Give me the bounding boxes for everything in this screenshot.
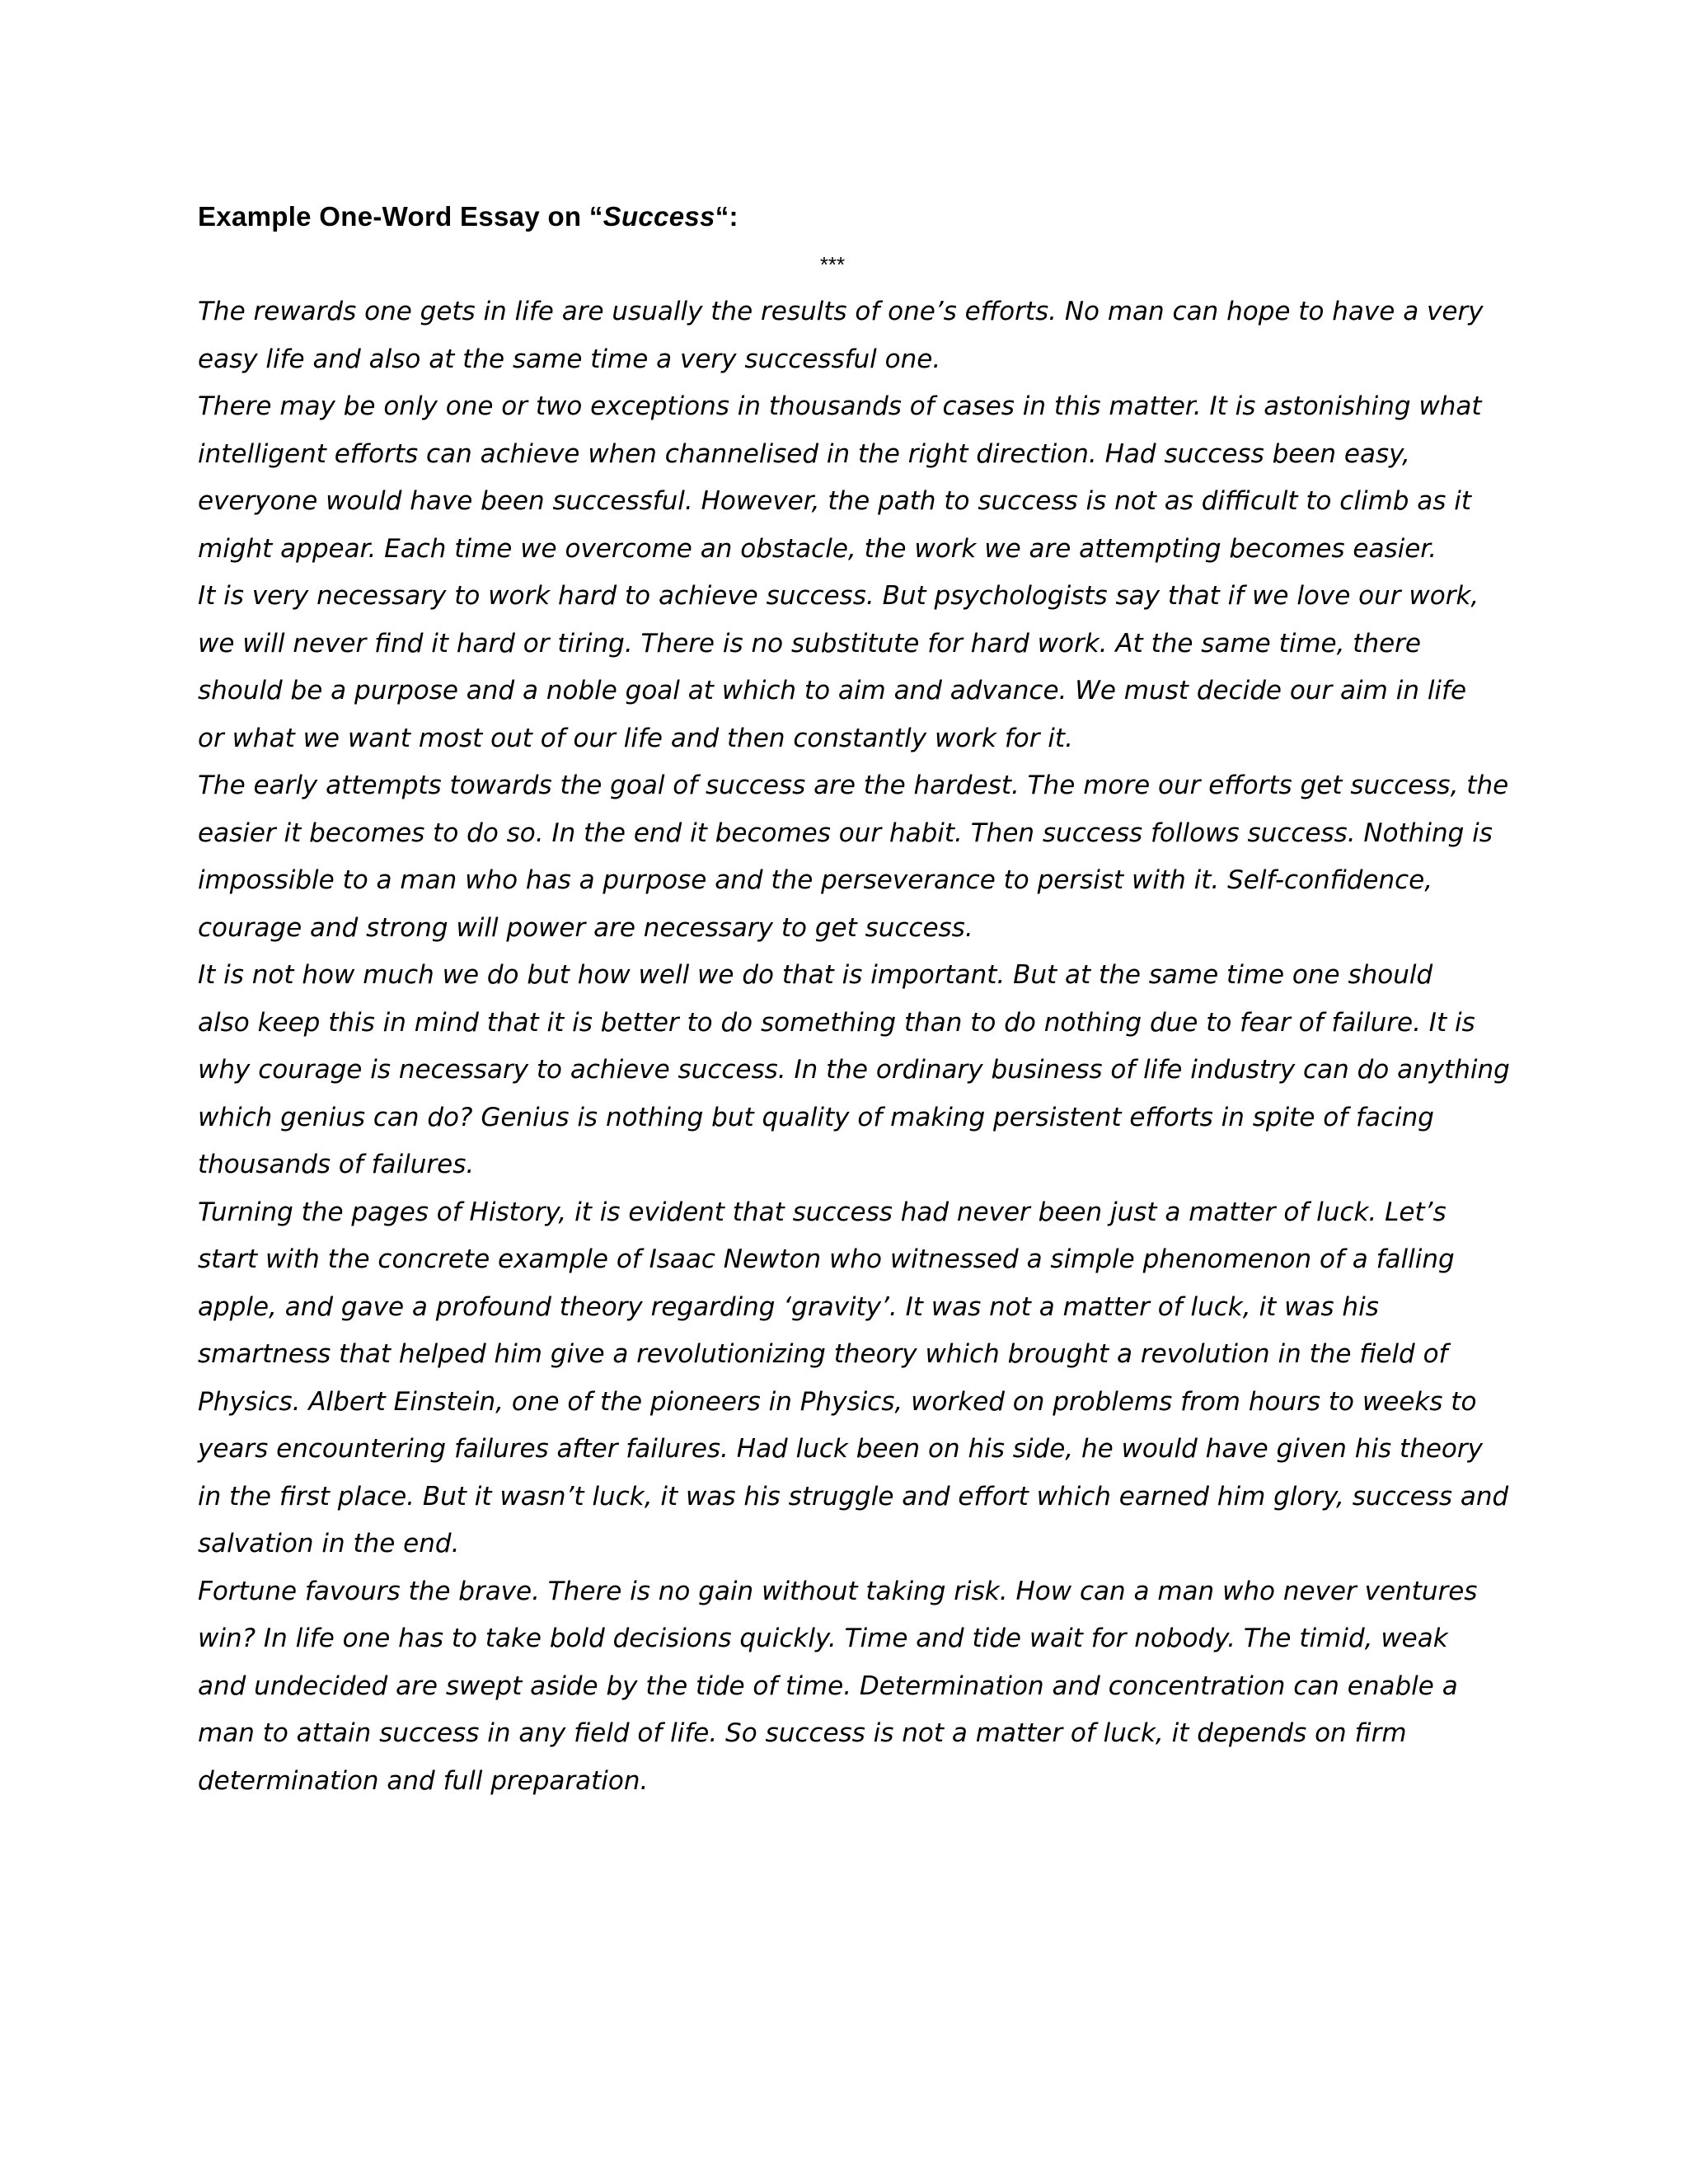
text-line: Fortune favours the brave. There is no gain without taking risk. How can a man who never ventures	[198, 1576, 1478, 1606]
text-line: why courage is necessary to achieve success. In the ordinary business of life industry can do anything	[198, 1055, 1510, 1085]
text-line: and undecided are swept aside by the tide of time. Determination and concentration can enable a	[198, 1671, 1458, 1701]
text-line: also keep this in mind that it is better to do something than to do nothing due to fear of failure. It is	[198, 1007, 1475, 1038]
text-line: It is not how much we do but how well we do that is important. But at the same time one should	[198, 960, 1433, 990]
text-line: thousands of failures.	[198, 1150, 475, 1179]
text-line: The early attempts towards the goal of success are the hardest. The more our efforts get success, the	[198, 771, 1509, 800]
text-line: might appear. Each time we overcome an obstacle, the work we are attempting becomes easier.	[198, 533, 1437, 564]
text-line: salvation in the end.	[198, 1529, 460, 1558]
text-line: in the first place. But it wasn’t luck, it was his struggle and effort which earned him glory, success and	[198, 1481, 1509, 1511]
text-line: or what we want most out of our life and then constantly work for it.	[198, 723, 1073, 753]
text-line: smartness that helped him give a revolutionizing theory which brought a revolution in the field of	[198, 1339, 1448, 1369]
text-line: we will never find it hard or tiring. There is no substitute for hard work. At the same time, there	[198, 628, 1422, 658]
section-separator: ***	[819, 252, 846, 277]
text-line: courage and strong will power are necessary to get success.	[198, 912, 973, 943]
text-line: Physics. Albert Einstein, one of the pioneers in Physics, worked on problems from hours to weeks to	[198, 1386, 1477, 1417]
text-line: which genius can do? Genius is nothing but quality of making persistent efforts in spite of facing	[198, 1102, 1434, 1132]
essay-title	[198, 201, 738, 232]
text-line: should be a purpose and a noble goal at which to aim and advance. We must decide our aim in life	[198, 676, 1467, 705]
text-line: intelligent efforts can achieve when channelised in the right direction. Had success been easy,	[198, 438, 1410, 469]
text-line: determination and full preparation.	[198, 1765, 649, 1796]
text-line: The rewards one gets in life are usually the results of one’s efforts. No man can hope to have a very	[198, 297, 1484, 326]
text-line: everyone would have been successful. However, the path to success is not as difficult to climb as it	[198, 486, 1472, 516]
text-line: There may be only one or two exceptions in thousands of cases in this matter. It is astonishing what	[198, 391, 1482, 421]
text-line: years encountering failures after failures. Had luck been on his side, he would have given his theory	[198, 1434, 1483, 1464]
text-line: start with the concrete example of Isaac Newton who witnessed a simple phenomenon of a falling	[198, 1244, 1455, 1274]
text-line: easy life and also at the same time a very successful one.	[198, 344, 941, 374]
text-line: Turning the pages of History, it is evident that success had never been just a matter of luck. Let’s	[198, 1197, 1447, 1227]
text-line: impossible to a man who has a purpose and the perseverance to persist with it. Self-confidence,	[198, 865, 1433, 895]
essay-title-emphasis: Success	[603, 201, 715, 232]
text-line: easier it becomes to do so. In the end it becomes our habit. Then success follows success. Nothing is	[198, 818, 1493, 848]
text-line: man to attain success in any field of life. So success is not a matter of luck, it depends on firm	[198, 1718, 1407, 1748]
essay-body	[198, 288, 1510, 1805]
text-line: apple, and gave a profound theory regarding ‘gravity’. It was not a matter of luck, it was his	[198, 1291, 1379, 1322]
text-line: It is very necessary to work hard to achieve success. But psychologists say that if we love our work,	[198, 581, 1479, 611]
essay-title-prefix: Example One-Word Essay on “	[198, 201, 603, 232]
text-line: win? In life one has to take bold decisions quickly. Time and tide wait for nobody. The timid, weak	[198, 1624, 1448, 1653]
essay-title-suffix: “:	[715, 201, 738, 232]
